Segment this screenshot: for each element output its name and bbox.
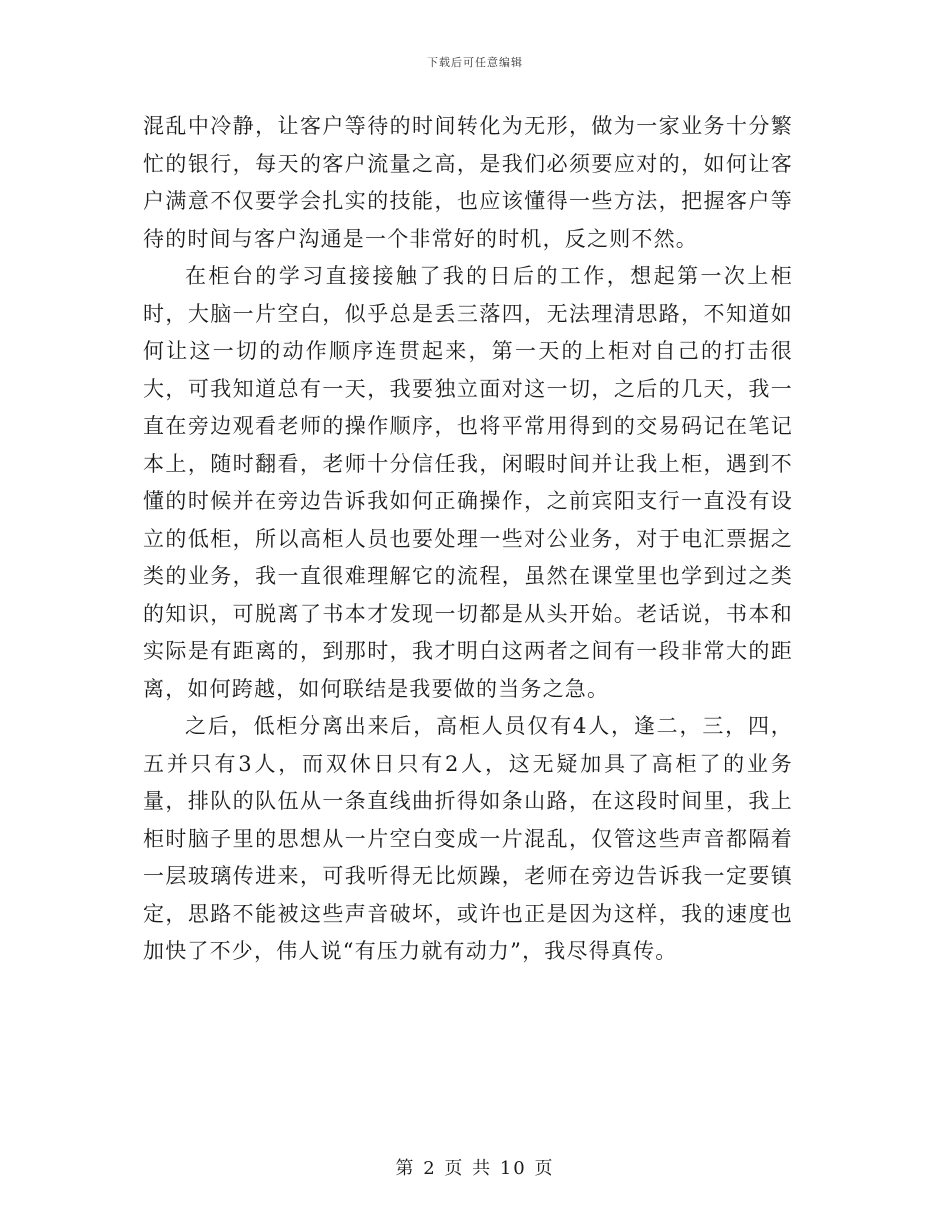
page-number: 第 2 页 共 10 页: [395, 1158, 555, 1179]
paragraph: 在柜台的学习直接接触了我的日后的工作，想起第一次上柜时，大脑一片空白，似乎总是丢三落四，无法理清思路，不知道如何让这一切的动作顺序连贯起来，第一天的上柜对自己的打击很大，可我知道总有一天，我要独立面对这一切，之后的几天，我一直在旁边观看老师的操作顺序，也将平常用得到的交易码记在笔记本上，随时翻看，老师十分信任我，闲暇时间并让我上柜，遇到不懂的时候并在旁边告诉我如何正确操作，之前宾阳支行一直没有设立的低柜，所以高柜人员也要处理一些对公业务，对于电汇票据之类的业务，我一直很难理解它的流程，虽然在课堂里也学到过之类的知识，可脱离了书本才发现一切都是从头开始。老话说，书本和实际是有距离的，到那时，我才明白这两者之间有一段非常大的距离，如何跨越，如何联结是我要做的当务之急。: [143, 264, 793, 701]
paragraph: 之后，低柜分离出来后，高柜人员仅有4人，逢二，三，四，五并只有3人，而双休日只有2人，这无疑加具了高柜了的业务量，排队的队伍从一条直线曲折得如条山路，在这段时间里，我上柜时脑子里的思想从一片空白变成一片混乱，仅管这些声音都隔着一层玻璃传进来，可我听得无比烦躁，老师在旁边告诉我一定要镇定，思路不能被这些声音破坏，或许也正是因为这样，我的速度也加快了不少，伟人说“有压力就有动力”，我尽得真传。: [143, 714, 793, 963]
paragraph: 混乱中冷静，让客户等待的时间转化为无形，做为一家业务十分繁忙的银行，每天的客户流量之高，是我们必须要应对的，如何让客户满意不仅要学会扎实的技能，也应该懂得一些方法，把握客户等待的时间与客户沟通是一个非常好的时机，反之则不然。: [143, 114, 793, 251]
document-body: [143, 108, 793, 971]
page-header: 下载后可任意编辑: [427, 56, 523, 69]
